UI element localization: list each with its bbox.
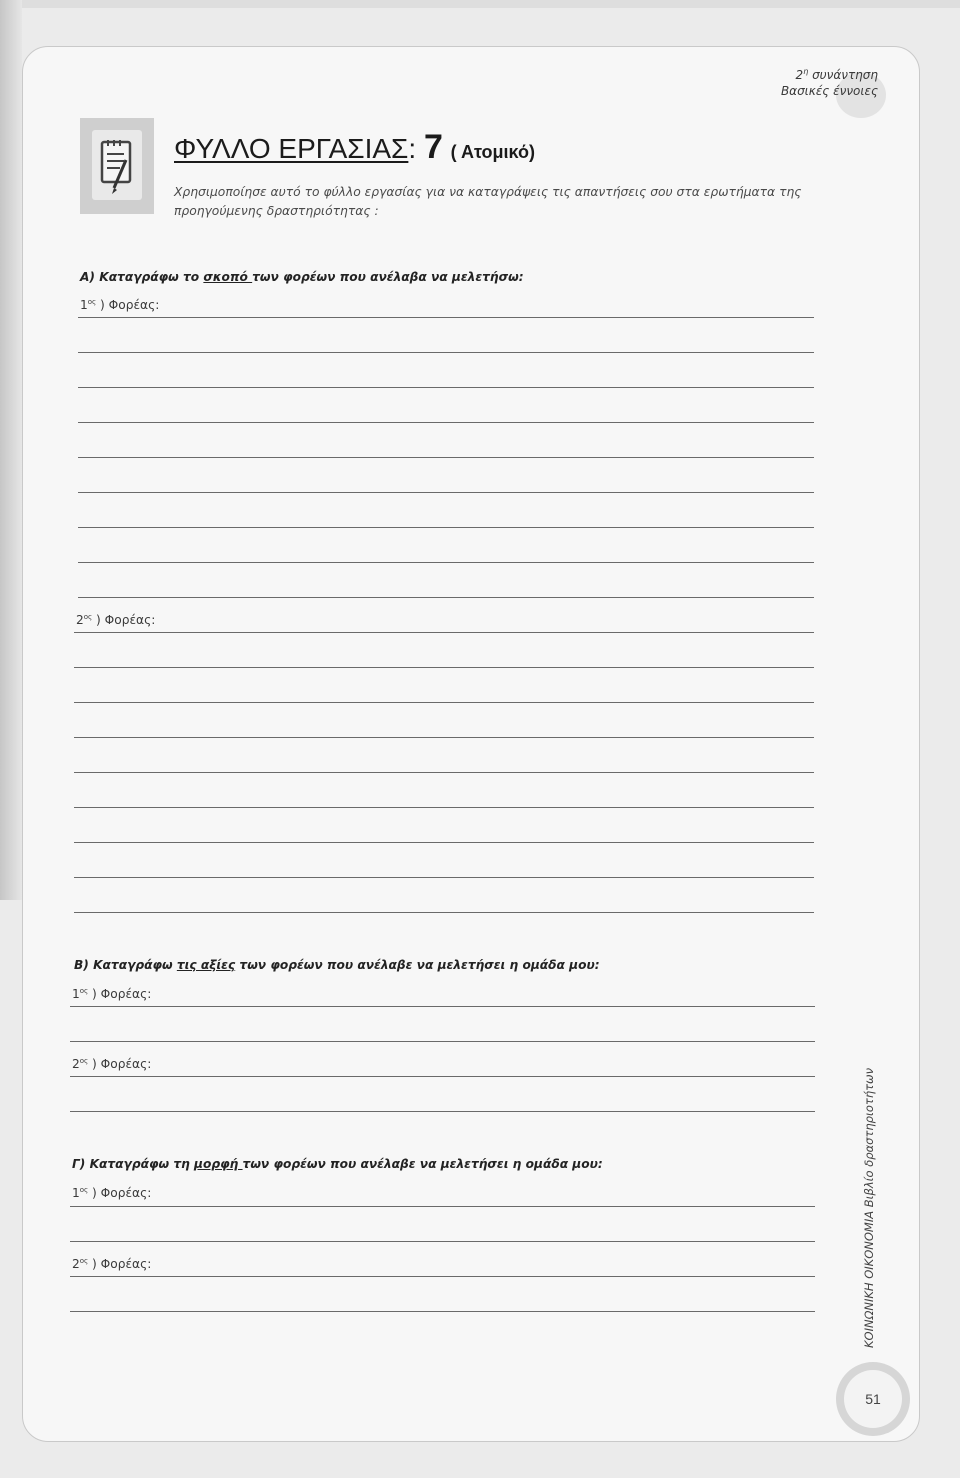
section-a-body-1-label: $1^{o\varsigma}$ ) Φορέας: — [80, 298, 160, 313]
scan-shadow-left — [0, 0, 22, 900]
section-a-body-2-label: $2^{o\varsigma}$ ) Φορέας: — [76, 613, 156, 628]
answer-line[interactable] — [78, 317, 814, 318]
answer-line[interactable] — [78, 457, 814, 458]
answer-line[interactable] — [74, 737, 814, 738]
answer-line[interactable] — [70, 1276, 815, 1277]
answer-line[interactable] — [74, 912, 814, 913]
section-c-body-2-label: $2^{o\varsigma}$ ) Φορέας: — [72, 1257, 152, 1272]
section-c-heading: Γ) Καταγράφω τη μορφή των φορέων που ανέλαβε να μελετήσει η ομάδα μου: — [72, 1157, 603, 1171]
section-b-body-2-label: $2^{o\varsigma}$ ) Φορέας: — [72, 1057, 152, 1072]
answer-line[interactable] — [78, 562, 814, 563]
answer-line[interactable] — [78, 387, 814, 388]
section-b-heading: Β) Καταγράφω τις αξίες των φορέων που ανέλαβε να μελετήσει η ομάδα μου: — [74, 958, 600, 972]
answer-line[interactable] — [78, 597, 814, 598]
worksheet-mode: ( Ατομικό) — [450, 142, 535, 162]
worksheet-number: 7 — [423, 128, 443, 166]
section-c-body-1-label: $1^{o\varsigma}$ ) Φορέας: — [72, 1186, 152, 1201]
answer-line[interactable] — [78, 527, 814, 528]
answer-line[interactable] — [78, 492, 814, 493]
book-side-label: ΚΟΙΝΩΝΙΚΗ ΟΙΚΟΝΟΜΙΑ Βιβλίο δραστηριοτήτων — [862, 1067, 876, 1348]
answer-line[interactable] — [74, 807, 814, 808]
answer-line[interactable] — [74, 702, 814, 703]
answer-line[interactable] — [74, 632, 814, 633]
answer-line[interactable] — [74, 667, 814, 668]
notebook-icon — [80, 118, 154, 214]
session-header: $2^\eta$ συνάντηση Βασικές έννοιες — [780, 67, 878, 98]
answer-line[interactable] — [70, 1206, 815, 1207]
session-subtitle: Βασικές έννοιες — [780, 84, 878, 98]
title-main: ΦΥΛΛΟ ΕΡΓΑΣΙΑΣ — [174, 133, 409, 164]
page-number: 51 — [844, 1370, 902, 1428]
answer-line[interactable] — [78, 352, 814, 353]
answer-line[interactable] — [74, 772, 814, 773]
answer-line[interactable] — [70, 1111, 815, 1112]
answer-line[interactable] — [70, 1041, 815, 1042]
worksheet-title: ΦΥΛΛΟ ΕΡΓΑΣΙΑΣ: 7 ( Ατομικό) — [174, 128, 535, 166]
worksheet-page — [22, 46, 920, 1442]
answer-line[interactable] — [74, 877, 814, 878]
answer-line[interactable] — [70, 1241, 815, 1242]
answer-line[interactable] — [74, 842, 814, 843]
section-b-body-1-label: $1^{o\varsigma}$ ) Φορέας: — [72, 987, 152, 1002]
answer-line[interactable] — [70, 1006, 815, 1007]
answer-line[interactable] — [70, 1311, 815, 1312]
section-a-heading: Α) Καταγράφω το σκοπό των φορέων που ανέλαβα να μελετήσω: — [80, 270, 524, 284]
page-number-badge — [836, 1362, 910, 1436]
intro-text: Χρησιμοποίησε αυτό το φύλλο εργασίας για να καταγράψεις τις απαντήσεις σου στα ερωτήματα της προηγούμενης δραστηριότητας : — [174, 185, 802, 218]
scan-shadow-top — [0, 0, 960, 8]
answer-line[interactable] — [70, 1076, 815, 1077]
answer-line[interactable] — [78, 422, 814, 423]
